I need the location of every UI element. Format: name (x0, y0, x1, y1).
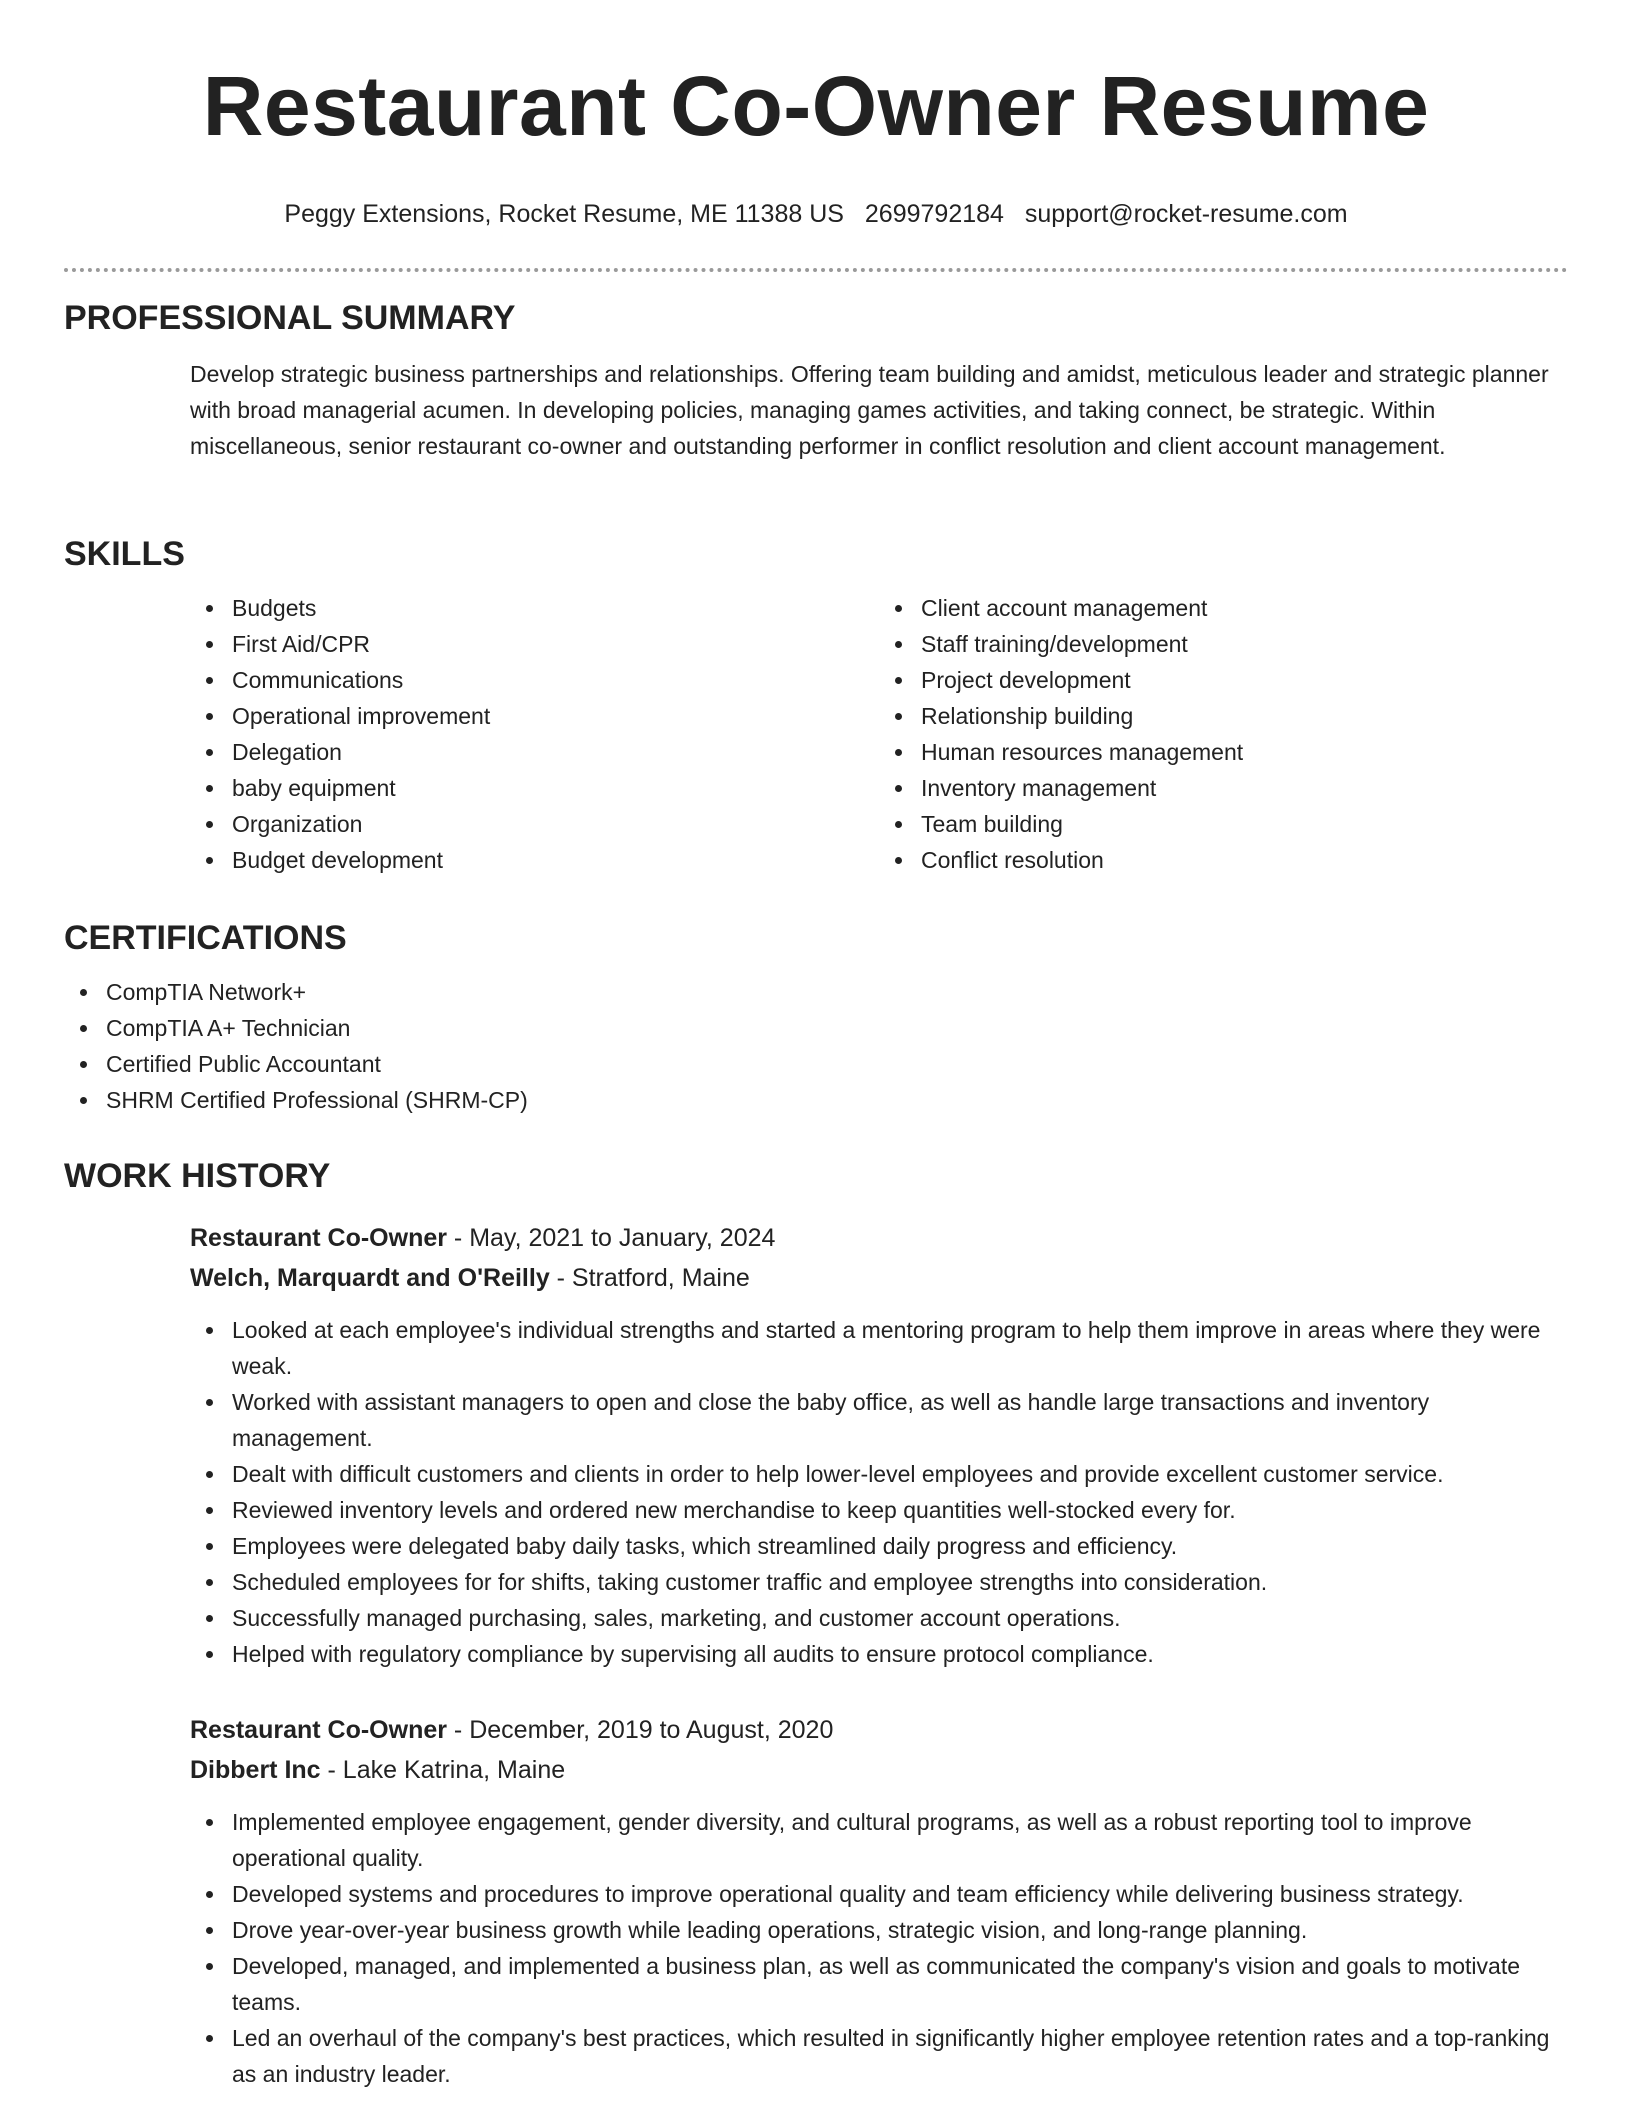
certifications-list (64, 974, 1568, 1118)
job-title: Restaurant Co-Owner (190, 1224, 447, 1252)
contact-email: support@rocket-resume.com (1024, 200, 1348, 228)
certification-item: CompTIA A+ Technician (106, 1010, 1568, 1046)
work-history-heading: WORK HISTORY (64, 1157, 331, 1195)
certifications-heading: CERTIFICATIONS (64, 919, 347, 957)
skill-item: First Aid/CPR (232, 626, 879, 662)
resume-title: Restaurant Co-Owner Resume (202, 59, 1430, 153)
job-bullet: Reviewed inventory levels and ordered new merchandise to keep quantities well-stocked every for. (232, 1492, 1568, 1528)
skills-heading: SKILLS (64, 535, 185, 573)
skill-item: Budgets (232, 590, 879, 626)
certification-item: CompTIA Network+ (106, 974, 1568, 1010)
work-history-section (64, 1154, 1568, 2092)
job-bullet: Developed systems and procedures to improve operational quality and team efficiency while delivering business strategy. (232, 1876, 1568, 1912)
header-divider (64, 268, 1568, 272)
skill-item: Inventory management (921, 770, 1568, 806)
certifications-section (64, 916, 1568, 1118)
job-dates: - May, 2021 to January, 2024 (446, 1224, 776, 1252)
job-title: Restaurant Co-Owner (190, 1716, 447, 1744)
job-title-line (190, 1218, 1568, 1258)
job-bullet: Drove year-over-year business growth while leading operations, strategic vision, and long-range planning. (232, 1912, 1568, 1948)
summary-text: Develop strategic business partnerships and relationships. Offering team building and amidst, meticulous leader and strategic planner with broad managerial acumen. In developing policies, managing games activities, and taking connect, be strategic. Within miscellaneous, senior restaurant co-owner and outstanding performer in conflict resolution and client account management. (190, 361, 1549, 459)
skills-section (64, 532, 1568, 878)
summary-heading: PROFESSIONAL SUMMARY (64, 299, 516, 337)
skills-list-right (879, 590, 1568, 878)
skill-item: Project development (921, 662, 1568, 698)
skill-item: Operational improvement (232, 698, 879, 734)
job-bullets (190, 1312, 1568, 1672)
job-company: Dibbert Inc (190, 1756, 321, 1784)
job-bullet: Dealt with difficult customers and clients in order to help lower-level employees and provide excellent customer service. (232, 1456, 1568, 1492)
job-bullet: Scheduled employees for for shifts, taking customer traffic and employee strengths into consideration. (232, 1564, 1568, 1600)
certification-item: SHRM Certified Professional (SHRM-CP) (106, 1082, 1568, 1118)
job-bullets (190, 1804, 1568, 2092)
skill-item: Team building (921, 806, 1568, 842)
skills-grid (190, 576, 1568, 878)
skill-item: baby equipment (232, 770, 879, 806)
skills-list-left (190, 590, 879, 878)
job-bullet: Developed, managed, and implemented a business plan, as well as communicated the company's vision and goals to motivate teams. (232, 1948, 1568, 2020)
job-entry (190, 1710, 1568, 2092)
contact-phone: 2699792184 (864, 200, 1004, 228)
job-bullet: Implemented employee engagement, gender diversity, and cultural programs, as well as a robust reporting tool to improve operational quality. (232, 1804, 1568, 1876)
job-bullet: Helped with regulatory compliance by supervising all audits to ensure protocol compliance. (232, 1636, 1568, 1672)
summary-section (64, 296, 1568, 464)
skill-item: Human resources management (921, 734, 1568, 770)
job-title-line (190, 1710, 1568, 1750)
job-bullet: Looked at each employee's individual strengths and started a mentoring program to help them improve in areas where they were weak. (232, 1312, 1568, 1384)
job-bullet: Employees were delegated baby daily tasks, which streamlined daily progress and efficiency. (232, 1528, 1568, 1564)
skill-item: Organization (232, 806, 879, 842)
job-bullet: Led an overhaul of the company's best practices, which resulted in significantly higher employee retention rates and a top-ranking as an industry leader. (232, 2020, 1568, 2092)
job-company-line (190, 1750, 1568, 1790)
skill-item: Budget development (232, 842, 879, 878)
job-location: - Stratford, Maine (549, 1264, 750, 1292)
contact-address: Peggy Extensions, Rocket Resume, ME 11388 US (284, 200, 844, 228)
job-location: - Lake Katrina, Maine (320, 1756, 566, 1784)
skill-item: Communications (232, 662, 879, 698)
skill-item: Relationship building (921, 698, 1568, 734)
skill-item: Conflict resolution (921, 842, 1568, 878)
skill-item: Staff training/development (921, 626, 1568, 662)
certification-item: Certified Public Accountant (106, 1046, 1568, 1082)
contact-line (64, 198, 1568, 230)
job-dates: - December, 2019 to August, 2020 (446, 1716, 834, 1744)
job-bullet: Worked with assistant managers to open and close the baby office, as well as handle large transactions and inventory management. (232, 1384, 1568, 1456)
job-entry (190, 1218, 1568, 1672)
job-company-line (190, 1258, 1568, 1298)
skill-item: Client account management (921, 590, 1568, 626)
job-company: Welch, Marquardt and O'Reilly (190, 1264, 550, 1292)
skill-item: Delegation (232, 734, 879, 770)
job-bullet: Successfully managed purchasing, sales, marketing, and customer account operations. (232, 1600, 1568, 1636)
